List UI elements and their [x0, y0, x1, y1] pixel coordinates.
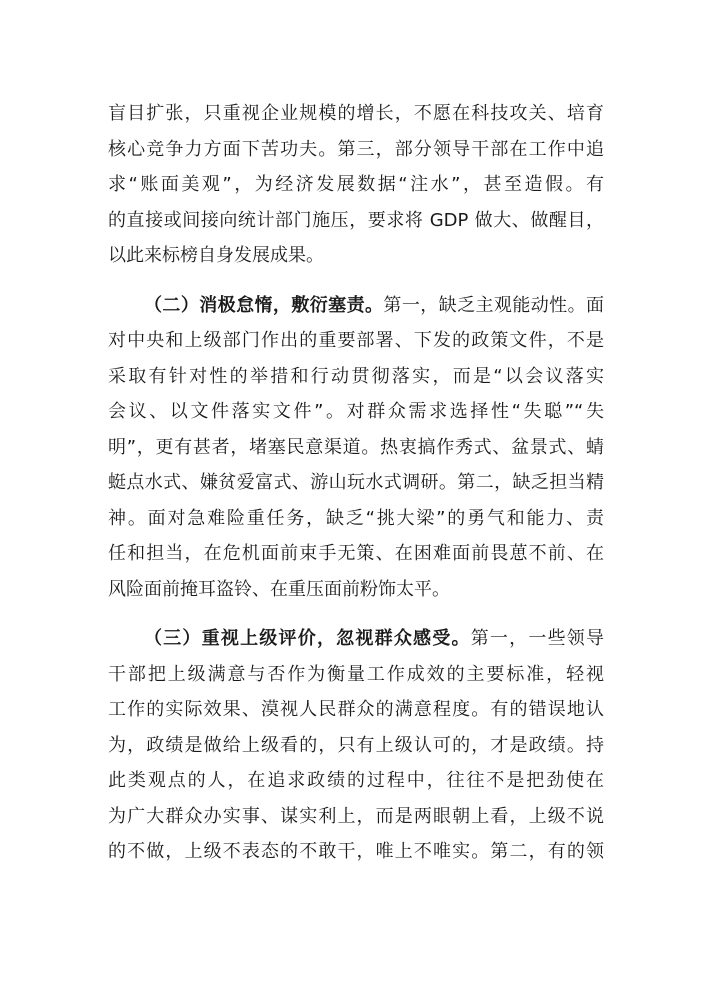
text-line: 会议、以文件落实文件”。对群众需求选择性“失聪”“失	[108, 401, 604, 422]
text-line: 干部把上级满意与否作为衡量工作成效的主要标准，轻视	[108, 663, 604, 685]
text-line: 蜓点水式、嫌贫爱富式、游山玩水式调研。第二，缺乏担当精	[108, 472, 604, 493]
section-heading: （二）消极怠惰，敷衍塞责。	[144, 294, 384, 316]
text-line: 神。面对急难险重任务，缺乏“挑大梁”的勇气和能力、责	[108, 507, 604, 529]
text-line: 任和担当，在危机面前束手无策、在困难面前畏葸不前、在	[108, 543, 604, 564]
text-line: 对中央和上级部门作出的重要部署、下发的政策文件，不是	[108, 330, 604, 351]
text-line: 为广大群众办实事、谋实利上，而是两眼朝上看，上级不说	[108, 805, 604, 827]
text-line: 工作的实际效果、漠视人民群众的满意程度。有的错误地认	[108, 699, 604, 720]
text-line: 明”，更有甚者，堵塞民意渠道。热衷搞作秀式、盆景式、蜻	[108, 436, 604, 458]
paragraph-section-3	[108, 621, 604, 870]
section-first-line-text: 第一，缺乏主观能动性。面	[383, 294, 605, 316]
text-line: 以此来标榜自身发展成果。	[108, 245, 324, 266]
text-line: 为，政绩是做给上级看的，只有上级认可的，才是政绩。持	[108, 734, 604, 756]
text-line: 求“账面美观”，为经济发展数据“注水”，甚至造假。有	[108, 174, 604, 195]
section-first-line	[108, 288, 604, 324]
text-line: 的直接或间接向统计部门施压，要求将 GDP 做大、做醒目，	[108, 209, 604, 231]
document-body	[108, 96, 604, 870]
text-line: 风险面前掩耳盗铃、在重压面前粉饰太平。	[108, 578, 450, 600]
text-line: 的不做，上级不表态的不敢干，唯上不唯实。第二，有的领	[108, 841, 604, 862]
section-heading: （三）重视上级评价，忽视群众感受。	[144, 628, 471, 649]
section-first-line	[108, 621, 604, 657]
section-first-line-text: 第一，一些领导	[470, 628, 605, 649]
paragraph-section-2	[108, 288, 604, 608]
text-line: 盲目扩张，只重视企业规模的增长，不愿在科技攻关、培育	[108, 103, 604, 124]
text-line: 采取有针对性的举措和行动贯彻落实，而是“以会议落实	[108, 365, 604, 387]
text-line: 核心竞争力方面下苦功夫。第三，部分领导干部在工作中追	[108, 138, 604, 160]
text-line: 此类观点的人，在追求政绩的过程中，往往不是把劲使在	[108, 770, 604, 791]
paragraph-continuation	[108, 96, 604, 274]
